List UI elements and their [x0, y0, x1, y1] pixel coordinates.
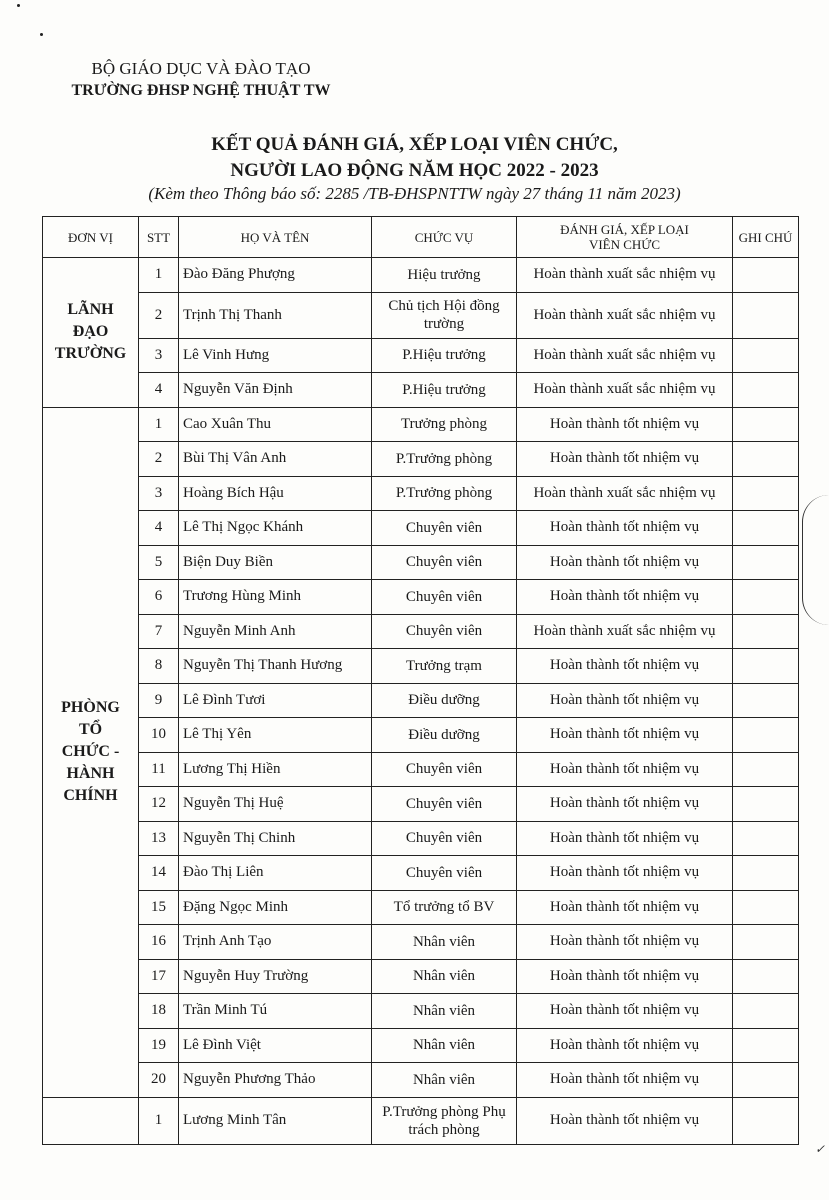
school-name: TRƯỜNG ĐHSP NGHỆ THUẬT TW — [71, 82, 331, 99]
note-cell — [733, 787, 799, 822]
result-cell: Hoàn thành tốt nhiệm vụ — [517, 683, 733, 718]
stt-cell: 2 — [139, 292, 179, 338]
position-cell: P.Hiệu trưởng — [372, 338, 517, 373]
result-cell: Hoàn thành xuất sắc nhiệm vụ — [517, 258, 733, 293]
note-cell — [733, 925, 799, 960]
unit-name-line: CHỨC - — [61, 743, 120, 760]
position-cell: Chủ tịch Hội đồng trường — [372, 292, 517, 338]
name-cell: Lê Thị Yên — [179, 718, 372, 753]
unit-name-line: HÀNH — [66, 765, 115, 782]
stt-cell: 1 — [139, 407, 179, 442]
stt-cell: 19 — [139, 1028, 179, 1063]
name-cell: Nguyễn Thị Thanh Hương — [179, 649, 372, 684]
stt-cell: 16 — [139, 925, 179, 960]
result-cell: Hoàn thành xuất sắc nhiệm vụ — [517, 338, 733, 373]
col-note: GHI CHÚ — [733, 217, 799, 258]
stt-cell: 12 — [139, 787, 179, 822]
note-cell — [733, 718, 799, 753]
position-cell: Điều dưỡng — [372, 718, 517, 753]
note-cell — [733, 856, 799, 891]
name-cell: Bùi Thị Vân Anh — [179, 442, 372, 477]
name-cell: Lương Minh Tân — [179, 1097, 372, 1144]
stt-cell: 15 — [139, 890, 179, 925]
stt-cell: 3 — [139, 338, 179, 373]
position-cell: Hiệu trưởng — [372, 258, 517, 293]
position-cell: Tổ trưởng tổ BV — [372, 890, 517, 925]
note-cell — [733, 614, 799, 649]
stt-cell: 20 — [139, 1063, 179, 1098]
stt-cell: 8 — [139, 649, 179, 684]
table-row — [43, 787, 799, 822]
header-row — [43, 217, 799, 258]
position-cell: Trưởng phòng — [372, 407, 517, 442]
table-row — [43, 718, 799, 753]
position-cell: Chuyên viên — [372, 752, 517, 787]
note-cell — [733, 292, 799, 338]
table-row — [43, 1097, 799, 1144]
position-cell: Chuyên viên — [372, 545, 517, 580]
note-cell — [733, 545, 799, 580]
stt-cell: 11 — [139, 752, 179, 787]
position-cell: Chuyên viên — [372, 856, 517, 891]
position-cell: Chuyên viên — [372, 511, 517, 546]
table-row — [43, 649, 799, 684]
table-row — [43, 752, 799, 787]
document-title-line1: KẾT QUẢ ĐÁNH GIÁ, XẾP LOẠI VIÊN CHỨC, — [211, 134, 618, 155]
table-row — [43, 994, 799, 1029]
note-cell — [733, 373, 799, 408]
note-cell — [733, 683, 799, 718]
note-cell — [733, 338, 799, 373]
position-cell: Nhân viên — [372, 959, 517, 994]
unit-name-line: TỔ — [78, 721, 103, 738]
stt-cell: 6 — [139, 580, 179, 615]
result-cell: Hoàn thành tốt nhiệm vụ — [517, 545, 733, 580]
name-cell: Trịnh Thị Thanh — [179, 292, 372, 338]
note-cell — [733, 1063, 799, 1098]
result-cell: Hoàn thành tốt nhiệm vụ — [517, 1097, 733, 1144]
name-cell: Trần Minh Tú — [179, 994, 372, 1029]
col-name: HỌ VÀ TÊN — [179, 217, 372, 258]
document-subtitle: (Kèm theo Thông báo số: 2285 /TB-ĐHSPNTTW ngày 27 tháng 11 năm 2023) — [148, 184, 681, 203]
unit-name-line: TRƯỜNG — [54, 345, 127, 363]
position-cell: Trưởng trạm — [372, 649, 517, 684]
name-cell: Đào Thị Liên — [179, 856, 372, 891]
position-cell: Nhân viên — [372, 1028, 517, 1063]
table-row — [43, 821, 799, 856]
position-cell: Nhân viên — [372, 925, 517, 960]
result-cell: Hoàn thành tốt nhiệm vụ — [517, 752, 733, 787]
result-cell: Hoàn thành tốt nhiệm vụ — [517, 407, 733, 442]
table-row — [43, 959, 799, 994]
name-cell: Đào Đăng Phượng — [179, 258, 372, 293]
table-row — [43, 407, 799, 442]
table-row — [43, 511, 799, 546]
result-cell: Hoàn thành xuất sắc nhiệm vụ — [517, 292, 733, 338]
result-cell: Hoàn thành tốt nhiệm vụ — [517, 994, 733, 1029]
name-cell: Cao Xuân Thu — [179, 407, 372, 442]
table-row — [43, 683, 799, 718]
note-cell — [733, 649, 799, 684]
stt-cell: 3 — [139, 476, 179, 511]
stt-cell: 4 — [139, 373, 179, 408]
result-cell: Hoàn thành tốt nhiệm vụ — [517, 959, 733, 994]
note-cell — [733, 752, 799, 787]
table-row — [43, 476, 799, 511]
col-position: CHỨC VỤ — [372, 217, 517, 258]
name-cell: Trịnh Anh Tạo — [179, 925, 372, 960]
name-cell: Nguyễn Văn Định — [179, 373, 372, 408]
note-cell — [733, 258, 799, 293]
document-title-line2: NGƯỜI LAO ĐỘNG NĂM HỌC 2022 - 2023 — [230, 160, 599, 181]
note-cell — [733, 580, 799, 615]
name-cell: Nguyễn Huy Trường — [179, 959, 372, 994]
name-cell: Lê Thị Ngọc Khánh — [179, 511, 372, 546]
scan-dot — [17, 4, 20, 7]
note-cell — [733, 511, 799, 546]
stt-cell: 14 — [139, 856, 179, 891]
stt-cell: 17 — [139, 959, 179, 994]
name-cell: Lê Đình Tươi — [179, 683, 372, 718]
scan-dot — [40, 33, 43, 36]
result-cell: Hoàn thành tốt nhiệm vụ — [517, 649, 733, 684]
table-row — [43, 545, 799, 580]
table-row — [43, 856, 799, 891]
note-cell — [733, 959, 799, 994]
result-cell: Hoàn thành xuất sắc nhiệm vụ — [517, 614, 733, 649]
stt-cell: 18 — [139, 994, 179, 1029]
name-cell: Biện Duy Biền — [179, 545, 372, 580]
table-row — [43, 925, 799, 960]
evaluation-table — [42, 216, 799, 1145]
stt-cell: 5 — [139, 545, 179, 580]
note-cell — [733, 1028, 799, 1063]
position-cell: Điều dưỡng — [372, 683, 517, 718]
table-row — [43, 890, 799, 925]
note-cell — [733, 476, 799, 511]
position-cell: Chuyên viên — [372, 580, 517, 615]
table-row — [43, 1063, 799, 1098]
result-cell: Hoàn thành xuất sắc nhiệm vụ — [517, 373, 733, 408]
red-stamp-edge — [802, 495, 829, 625]
position-cell: Nhân viên — [372, 994, 517, 1029]
unit-name-line: ĐẠO — [72, 323, 109, 341]
name-cell: Nguyễn Minh Anh — [179, 614, 372, 649]
result-cell: Hoàn thành tốt nhiệm vụ — [517, 1028, 733, 1063]
note-cell — [733, 407, 799, 442]
unit-name-line: PHÒNG — [61, 699, 120, 716]
note-cell — [733, 890, 799, 925]
position-cell: P.Trưởng phòng — [372, 442, 517, 477]
ministry-name: BỘ GIÁO DỤC VÀ ĐÀO TẠO — [91, 59, 311, 78]
unit-name-line: CHÍNH — [63, 787, 118, 804]
unit-name-line: LÃNH — [67, 301, 114, 319]
table-row — [43, 258, 799, 293]
stt-cell: 13 — [139, 821, 179, 856]
result-cell: Hoàn thành tốt nhiệm vụ — [517, 1063, 733, 1098]
result-cell: Hoàn thành tốt nhiệm vụ — [517, 787, 733, 822]
note-cell — [733, 821, 799, 856]
name-cell: Trương Hùng Minh — [179, 580, 372, 615]
table-row — [43, 338, 799, 373]
stt-cell: 7 — [139, 614, 179, 649]
note-cell — [733, 994, 799, 1029]
col-result-line1: ĐÁNH GIÁ, XẾP LOẠI — [560, 222, 689, 237]
result-cell: Hoàn thành tốt nhiệm vụ — [517, 511, 733, 546]
stt-cell: 9 — [139, 683, 179, 718]
table-row — [43, 580, 799, 615]
table-row — [43, 614, 799, 649]
name-cell: Lê Vinh Hưng — [179, 338, 372, 373]
position-cell: Chuyên viên — [372, 821, 517, 856]
col-unit: ĐƠN VỊ — [43, 217, 139, 258]
result-cell: Hoàn thành tốt nhiệm vụ — [517, 718, 733, 753]
col-stt: STT — [139, 217, 179, 258]
unit-cell — [43, 407, 139, 1097]
col-result — [517, 217, 733, 258]
name-cell: Hoàng Bích Hậu — [179, 476, 372, 511]
unit-cell — [43, 258, 139, 408]
position-cell: Nhân viên — [372, 1063, 517, 1098]
result-cell: Hoàn thành tốt nhiệm vụ — [517, 856, 733, 891]
table-row — [43, 373, 799, 408]
name-cell: Nguyễn Thị Chinh — [179, 821, 372, 856]
result-cell: Hoàn thành xuất sắc nhiệm vụ — [517, 476, 733, 511]
name-cell: Nguyễn Phương Thảo — [179, 1063, 372, 1098]
stt-cell: 1 — [139, 258, 179, 293]
result-cell: Hoàn thành tốt nhiệm vụ — [517, 580, 733, 615]
name-cell: Lê Đình Việt — [179, 1028, 372, 1063]
page-initial-mark: ✓ — [814, 1142, 825, 1156]
table-body — [43, 258, 799, 1145]
result-cell: Hoàn thành tốt nhiệm vụ — [517, 821, 733, 856]
organization-header — [66, 58, 336, 102]
col-result-line2: VIÊN CHỨC — [588, 237, 661, 252]
unit-cell — [43, 1097, 139, 1144]
table-row — [43, 292, 799, 338]
name-cell: Đặng Ngọc Minh — [179, 890, 372, 925]
note-cell — [733, 442, 799, 477]
name-cell: Lương Thị Hiền — [179, 752, 372, 787]
stt-cell: 1 — [139, 1097, 179, 1144]
position-cell: Chuyên viên — [372, 614, 517, 649]
position-cell: P.Trưởng phòng — [372, 476, 517, 511]
result-cell: Hoàn thành tốt nhiệm vụ — [517, 442, 733, 477]
result-cell: Hoàn thành tốt nhiệm vụ — [517, 890, 733, 925]
stt-cell: 2 — [139, 442, 179, 477]
stt-cell: 4 — [139, 511, 179, 546]
position-cell: P.Hiệu trưởng — [372, 373, 517, 408]
position-cell: P.Trưởng phòng Phụ trách phòng — [372, 1097, 517, 1144]
position-cell: Chuyên viên — [372, 787, 517, 822]
table-row — [43, 1028, 799, 1063]
stt-cell: 10 — [139, 718, 179, 753]
name-cell: Nguyễn Thị Huệ — [179, 787, 372, 822]
table-row — [43, 442, 799, 477]
note-cell — [733, 1097, 799, 1144]
result-cell: Hoàn thành tốt nhiệm vụ — [517, 925, 733, 960]
